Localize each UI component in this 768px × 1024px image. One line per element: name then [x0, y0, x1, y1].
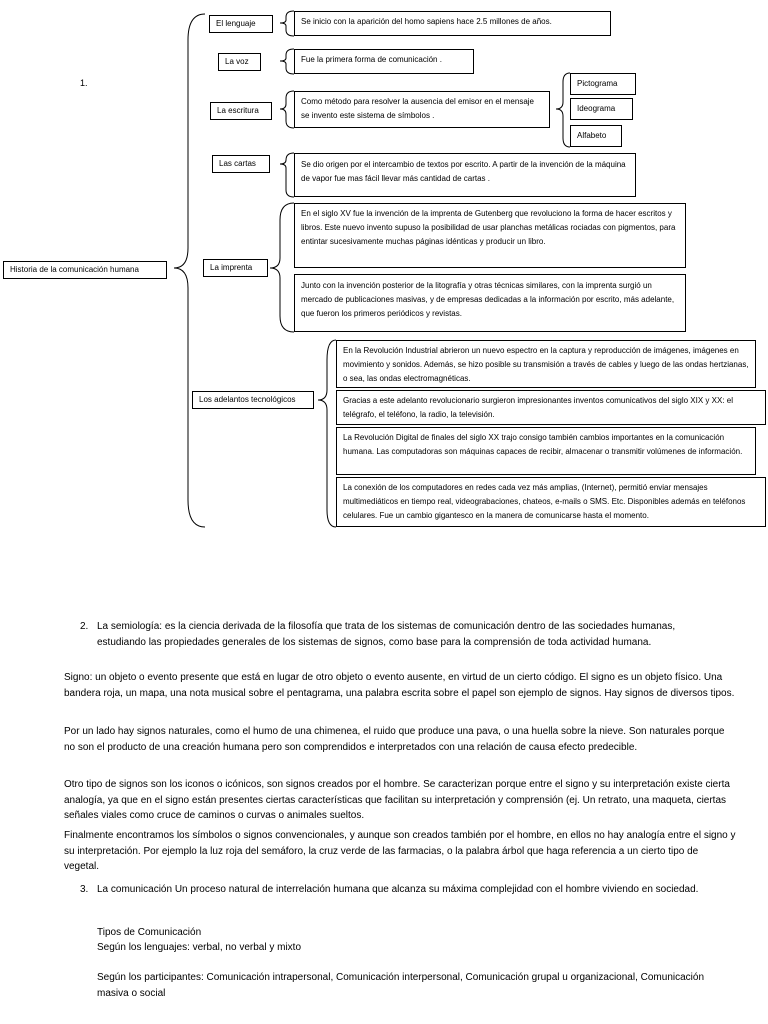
subtype-ideograma: Ideograma	[570, 98, 633, 120]
brace-voz	[280, 49, 294, 74]
tipos-participantes: Según los participantes: Comunicación intrapersonal, Comunicación interpersonal, Comunicación grupal u organizacional, Comunicación masiva o social	[97, 972, 705, 999]
node-lenguaje: El lenguaje	[209, 15, 273, 33]
comunicacion-paragraph: La comunicación Un proceso natural de interrelación humana que alcanza su máxima complejidad con el hombre viviendo en sociedad.	[97, 884, 699, 895]
node-imprenta: La imprenta	[203, 259, 268, 277]
brace-lenguaje	[280, 11, 294, 36]
tipos-title: Tipos de Comunicación	[97, 927, 202, 938]
brace-cartas	[280, 153, 294, 197]
tipos-lenguajes: Según los lenguajes: verbal, no verbal y mixto	[97, 942, 302, 953]
signo-paragraph: Signo: un objeto o evento presente que está en lugar de otro objeto o evento ausente, en virtud de un cierto código. El signo es un objeto físico. Una bandera roja, un mapa, una nota musical sobre el pentagrama, una palabra escrita sobre el papel son ejemplo de signos. Hay signos de diversos tipos.	[64, 672, 735, 699]
semiologia-paragraph: La semiología: es la ciencia derivada de la filosofía que trata de los sistemas de comunicación dentro de las sociedades humanas, estudiando las propiedades generales de los sistemas de signos, como base para la comprensión de toda actividad humana.	[97, 621, 676, 648]
list-number-1: 1.	[80, 78, 88, 88]
text-escritura: Como método para resolver la ausencia del emisor en el mensaje se invento este sistema de símbolos .	[294, 91, 550, 128]
signos-naturales-paragraph: Por un lado hay signos naturales, como el humo de una chimenea, el ruido que produce una pava, o una huella sobre la nieve. Son naturales porque no son el producto de una creación humana pero son comprendidos e interpretados con una relación de causa efecto predecible.	[64, 726, 725, 753]
node-voz: La voz	[218, 53, 261, 71]
text-voz: Fue la primera forma de comunicación .	[294, 49, 474, 74]
text-cartas: Se dio origen por el intercambio de textos por escrito. A partir de la invención de la máquina de vapor fue mas fácil llevar más cantidad de cartas .	[294, 153, 636, 197]
text-adelantos-3: La Revolución Digital de finales del siglo XX trajo consigo también cambios importantes en la comunicación humana. Las computadoras son máquinas capaces de recibir, almacenar o transmitir volúmenes de información.	[336, 427, 756, 475]
text-adelantos-2: Gracias a este adelanto revolucionario surgieron impresionantes inventos comunicativos del siglo XIX y XX: el telégrafo, el teléfono, la radio, la televisión.	[336, 390, 766, 425]
simbolos-paragraph: Finalmente encontramos los símbolos o signos convencionales, y aunque son creados también por el hombre, en ellos no hay analogía entre el signo y su interpretación. Por ejemplo la luz roja del semáforo, la cruz verde de las farmacias, o la palabra árbol que haga referencia a un cierto tipo de vegetal.	[64, 830, 736, 872]
brace-imprenta	[270, 203, 294, 332]
text-lenguaje: Se inicio con la aparición del homo sapiens hace 2.5 millones de años.	[294, 11, 611, 36]
brace-adelantos	[318, 340, 336, 527]
root-node: Historia de la comunicación humana	[3, 261, 167, 279]
text-adelantos-1: En la Revolución Industrial abrieron un nuevo espectro en la captura y reproducción de imágenes, imágenes en movimiento y sonidos. Además, se hizo posible su transmisión a través de cables y luego de las ondas hertzianas, o sea, las ondas electromagnéticas.	[336, 340, 756, 388]
text-imprenta-2: Junto con la invención posterior de la litografía y otras técnicas similares, con la imprenta surgió un mercado de publicaciones masivas, y de empresas dedicadas a la información por escrito, más adelante, que fueron los primeros periódicos y revistas.	[294, 274, 686, 332]
subtype-pictograma: Pictograma	[570, 73, 636, 95]
signos-iconos-paragraph: Otro tipo de signos son los iconos o icónicos, son signos creados por el hombre. Se caracterizan porque entre el signo y su interpretación existe cierta analogía, ya que en el signo están presentes ciertas características que facilitan su interpretación y comprensión (ej. Un retrato, una maqueta, ciertas señales viales como cruce de caminos o curvas o animales sueltos.	[64, 779, 730, 821]
text-imprenta-1: En el siglo XV fue la invención de la imprenta de Gutenberg que revoluciono la forma de hacer escritos y libros. Este nuevo invento supuso la posibilidad de usar planchas metálicas rociadas con pigmentos, para entintar sucesivamente muchas páginas idénticas y producir un libro.	[294, 203, 686, 268]
brace-escritura	[280, 91, 294, 128]
node-adelantos: Los adelantos tecnológicos	[192, 391, 314, 409]
node-cartas: Las cartas	[212, 155, 270, 173]
subtype-alfabeto: Alfabeto	[570, 125, 622, 147]
list-number-2: 2.	[80, 621, 89, 632]
text-adelantos-4: La conexión de los computadores en redes cada vez más amplias, (Internet), permitió enviar mensajes multimediáticos en tiempo real, videograbaciones, chateos, e-mails o SMS. Etc. Disponibles además en teléfonos celulares. Fue un cambio gigantesco en la manera de comunicarse hasta el momento.	[336, 477, 766, 527]
list-number-3: 3.	[80, 884, 89, 895]
root-brace	[174, 14, 205, 527]
node-escritura: La escritura	[210, 102, 272, 120]
brace-subtypes	[556, 73, 570, 147]
